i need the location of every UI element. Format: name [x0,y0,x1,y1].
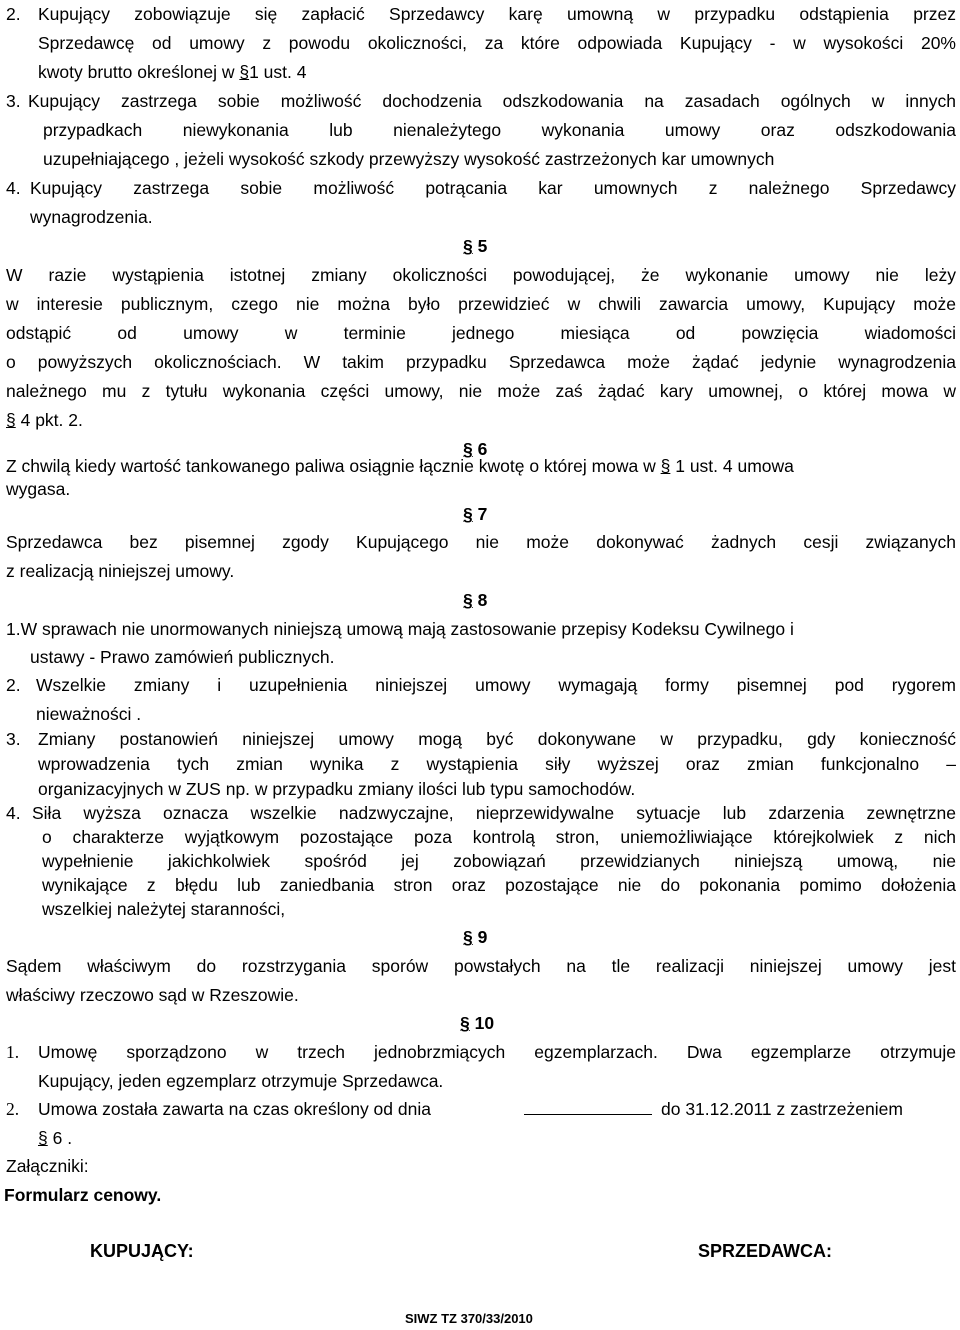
section-8-item-2-number: 2. [6,675,21,695]
para-2-line-3-text: kwoty brutto określonej w [38,62,240,82]
section-8-item-2-line-2: nieważności . [36,704,142,724]
section-8-item-4-line-1: Siła wyższa oznacza wszelkie nadzwyczajne, nieprzewidywalne sytuacje lub zdarzenia zewnętrzne [32,803,956,823]
section-9-number: 9 [477,927,488,947]
section-8-item-3-line-2: wprowadzenia tych zmian wynika z wystąpienia siły wyższej oraz zmian funkcjonalno – [38,754,956,774]
section-8-item-1-line-1: 1.W sprawach nie unormowanych niniejszą umową mają zastosowanie przepisy Kodeksu Cywilnego i [6,619,794,639]
para-4-line-2: wynagrodzenia. [30,207,153,227]
para-2-line-3 [38,58,306,87]
attachments-label: Załączniki: [6,1156,89,1176]
para-4-line-1: Kupujący zastrzega sobie możliwość potrącania kar umownych z należnego Sprzedawcy [30,178,956,198]
section-10-item-2-line-2-text: 6 . [52,1128,73,1148]
section-symbol: § [463,590,473,610]
section-symbol: § [463,236,473,256]
section-8-item-4-number: 4. [6,803,21,823]
page-footer: SIWZ TZ 370/33/2010 [405,1311,533,1326]
section-symbol: § [6,410,16,430]
para-2-line-1: Kupujący zobowiązuje się zapłacić Sprzedawcy karę umowną w przypadku odstąpienia przez [38,4,956,24]
section-symbol: § [239,62,250,82]
section-10-number: 10 [474,1013,495,1033]
section-8-item-2-line-1: Wszelkie zmiany i uzupełnienia niniejszej umowy wymagają formy pisemnej pod rygorem [36,675,956,695]
section-symbol: § [38,1128,48,1148]
section-7-heading [463,500,487,529]
section-10-heading [460,1009,494,1038]
section-symbol: § [460,1013,470,1033]
section-8-item-3-line-1: Zmiany postanowień niniejszej umowy mogą być dokonywane w przypadku, gdy konieczność [38,729,956,749]
section-8-item-3-number: 3. [6,729,21,749]
section-5-line-6 [6,406,83,435]
para-3-line-2: przypadkach niewykonania lub nienależytego wykonania umowy oraz odszkodowania [43,120,956,140]
section-5-line-6-text: 4 pkt. 2. [20,410,83,430]
para-2-number: 2. [6,4,21,24]
section-7-number: 7 [477,504,488,524]
section-6-line-1-ref: 1 ust. 4 umowa [675,456,794,476]
section-8-item-1-line-2: ustawy - Prawo zamówień publicznych. [30,647,335,667]
section-8-heading [463,586,487,615]
section-9-line-1: Sądem właściwym do rozstrzygania sporów powstałych na tle realizacji niniejszej umowy jest [6,956,956,976]
attachments-item: Formularz cenowy. [4,1185,162,1205]
section-6-line-1-text: Z chwilą kiedy wartość tankowanego paliwa osiągnie łącznie kwotę o której mowa w [6,456,661,476]
section-10-item-1-number: 1. [6,1042,20,1062]
para-4-number: 4. [6,178,21,198]
para-3-line-3: uzupełniającego , jeżeli wysokość szkody przewyższy wysokość zastrzeżonych kar umownych [43,149,775,169]
section-5-heading [463,232,487,261]
section-symbol: § [463,927,473,947]
para-3-number: 3. [6,91,21,111]
seller-signature-label: SPRZEDAWCA: [698,1241,832,1261]
section-symbol: § [463,439,473,459]
para-3-line-1: Kupujący zastrzega sobie możliwość dochodzenia odszkodowania na zasadach ogólnych w innych [28,91,956,111]
contract-date-blank [524,1095,652,1124]
section-8-item-4-line-4: wynikające z błędu lub zaniedbania stron oraz pozostające nie do pokonania pomimo dołożenia [42,875,956,895]
section-8-item-4-line-5: wszelkiej należytej staranności, [42,899,286,919]
section-symbol: § [660,456,671,476]
section-6-line-2: wygasa. [6,479,71,499]
buyer-signature-label: KUPUJĄCY: [90,1241,194,1261]
section-7-line-1: Sprzedawca bez pisemnej zgody Kupującego nie może dokonywać żadnych cesji związanych [6,532,956,552]
section-5-line-3: odstąpić od umowy w terminie jednego miesiąca od powzięcia wiadomości [6,323,956,343]
section-9-line-2: właściwy rzeczowo sąd w Rzeszowie. [6,985,299,1005]
section-5-line-1: W razie wystąpienia istotnej zmiany okoliczności powodującej, że wykonanie umowy nie leży [6,265,956,285]
section-8-number: 8 [477,590,488,610]
section-5-line-2: w interesie publicznym, czego nie można było przewidzieć w chwili zawarcia umowy, Kupujący może [6,294,956,314]
section-6-line-1 [6,452,794,481]
section-5-line-4: o powyższych okolicznościach. W takim przypadku Sprzedawca może żądać jedynie wynagrodzenia [6,352,956,372]
section-5-line-5: należnego mu z tytułu wykonania części umowy, nie może zaś żądać kary umownej, o której mowa w [6,381,956,401]
section-10-item-2-line-1b: do 31.12.2011 z zastrzeżeniem [661,1099,903,1119]
section-10-item-2-number: 2. [6,1099,20,1119]
section-10-item-2-line-2 [38,1124,72,1153]
section-8-item-4-line-2: o charakterze wyjątkowym pozostające poza kontrolą stron, uniemożliwiające którejkolwiek z nich [42,827,956,847]
section-9-heading [463,923,487,952]
section-7-line-2: z realizacją niniejszej umowy. [6,561,235,581]
section-10-item-1-line-1: Umowę sporządzono w trzech jednobrzmiących egzemplarzach. Dwa egzemplarze otrzymuje [38,1042,956,1062]
section-6-number: 6 [477,439,488,459]
section-10-item-1-line-2: Kupujący, jeden egzemplarz otrzymuje Sprzedawca. [38,1071,444,1091]
section-8-item-3-line-3: organizacyjnych w ZUS np. w przypadku zmiany ilości lub typu samochodów. [38,779,636,799]
section-symbol: § [463,504,473,524]
section-5-number: 5 [477,236,488,256]
para-2-line-2: Sprzedawcę od umowy z powodu okoliczności, za które odpowiada Kupujący - w wysokości 20% [38,33,956,53]
section-8-item-4-line-3: wypełnienie jakichkolwiek spośród jej zobowiązań przewidzianych niniejszą umową, nie [42,851,956,871]
para-2-line-3-ref: 1 ust. 4 [249,62,307,82]
section-10-item-2-line-1a: Umowa została zawarta na czas określony od dnia [38,1099,431,1119]
